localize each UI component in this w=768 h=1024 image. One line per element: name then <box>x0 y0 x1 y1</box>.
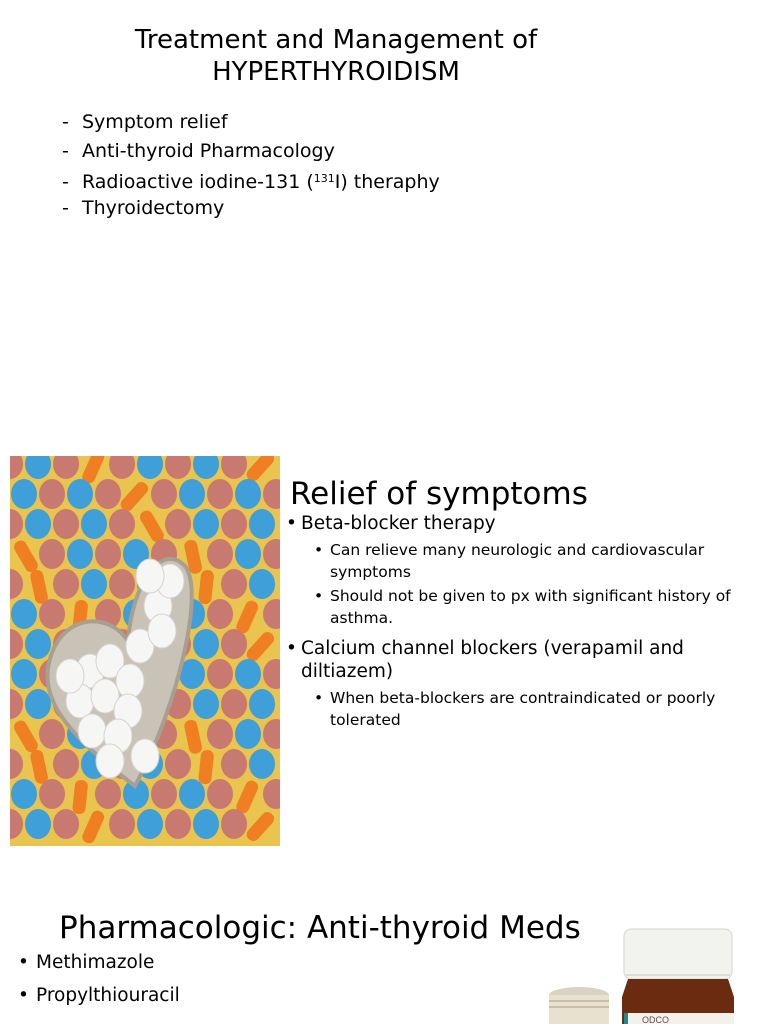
list-item: - Anti-thyroid Pharmacology <box>62 139 335 162</box>
pill <box>221 689 247 719</box>
slide1-title-line1: Treatment and Management of <box>134 25 538 55</box>
pill <box>95 539 121 569</box>
pills-illustration <box>10 456 280 846</box>
meds-list <box>18 950 180 1016</box>
sub-bullet-list <box>314 539 756 629</box>
slide1-title-line2: HYPERTHYROIDISM <box>212 57 460 87</box>
pill <box>207 479 233 509</box>
list-item: • When beta-blockers are contraindicated or poorly tolerated <box>314 687 756 731</box>
pill <box>193 509 219 539</box>
pill <box>207 539 233 569</box>
medicine-bottles-photo <box>540 925 768 1024</box>
pill <box>67 479 93 509</box>
pill <box>249 509 275 539</box>
pill <box>11 659 37 689</box>
pill <box>109 509 135 539</box>
bottle-label-stripe <box>624 1013 628 1024</box>
pill <box>25 629 51 659</box>
list-item: - Radioactive iodine-131 ($^{131}$I) theraphy <box>62 171 440 193</box>
pill <box>235 719 261 749</box>
pill <box>165 509 191 539</box>
pill <box>179 779 205 809</box>
pill <box>67 539 93 569</box>
pill <box>53 569 79 599</box>
list-item: • Methimazole <box>18 950 180 983</box>
pill <box>25 809 51 839</box>
pill <box>235 539 261 569</box>
pill <box>11 599 37 629</box>
slide3-title: Pharmacologic: Anti-thyroid Meds <box>59 910 581 946</box>
pill <box>165 809 191 839</box>
pill <box>193 689 219 719</box>
pill <box>235 479 261 509</box>
pill <box>95 479 121 509</box>
list-item: - Thyroidectomy <box>62 196 225 219</box>
pill <box>221 569 247 599</box>
pill <box>109 809 135 839</box>
pill <box>81 509 107 539</box>
pill <box>249 749 275 779</box>
pill <box>207 599 233 629</box>
list-item: • Should not be given to px with significant history of asthma. <box>314 585 756 629</box>
pill <box>81 569 107 599</box>
pill <box>39 599 65 629</box>
pill <box>165 749 191 779</box>
pill <box>235 659 261 689</box>
bottles-illustration <box>540 925 768 1024</box>
pill <box>53 749 79 779</box>
pill <box>207 659 233 689</box>
pill <box>179 479 205 509</box>
pill <box>221 629 247 659</box>
pill <box>151 779 177 809</box>
slide1-title <box>0 24 672 88</box>
pill <box>95 779 121 809</box>
pill <box>109 569 135 599</box>
small-bottle-body <box>549 995 609 1024</box>
bullet-text: • Calcium channel blockers (verapamil and diltiazem) <box>286 637 756 683</box>
white-tablet <box>78 714 106 748</box>
pill <box>193 629 219 659</box>
pill <box>39 479 65 509</box>
bottle-label-text: ODCO <box>642 1015 669 1024</box>
pill <box>249 689 275 719</box>
bottle-label <box>624 1013 734 1024</box>
list-item: • Propylthiouracil <box>18 983 180 1016</box>
pill <box>39 539 65 569</box>
pill <box>11 779 37 809</box>
pill <box>25 509 51 539</box>
bullet-calcium-channel <box>286 637 756 733</box>
bullet-beta-blocker <box>286 512 756 631</box>
pills-photo <box>10 456 280 846</box>
white-tablet <box>96 744 124 778</box>
slide2-title: Relief of symptoms <box>290 476 588 512</box>
white-tablet <box>56 659 84 693</box>
pill <box>151 479 177 509</box>
pill <box>221 749 247 779</box>
pill <box>221 509 247 539</box>
white-tablet <box>148 614 176 648</box>
pill <box>207 719 233 749</box>
pill <box>53 809 79 839</box>
large-bottle-cap <box>624 929 732 979</box>
list-item: • Can relieve many neurologic and cardiovascular symptoms <box>314 539 756 583</box>
pill <box>193 809 219 839</box>
pill <box>137 809 163 839</box>
pill <box>39 719 65 749</box>
list-item: - Symptom relief <box>62 111 228 133</box>
pill <box>53 509 79 539</box>
sub-bullet-list <box>314 687 756 731</box>
white-tablet <box>116 664 144 698</box>
isotope-superscript: 131 <box>313 172 335 185</box>
pill <box>39 779 65 809</box>
white-tablet <box>131 739 159 773</box>
pill <box>249 569 275 599</box>
pill <box>221 809 247 839</box>
pill <box>25 689 51 719</box>
white-tablet <box>136 559 164 593</box>
bullet-text: • Beta-blocker therapy <box>286 512 756 535</box>
treatment-list <box>62 108 440 222</box>
pill <box>11 479 37 509</box>
pill <box>207 779 233 809</box>
